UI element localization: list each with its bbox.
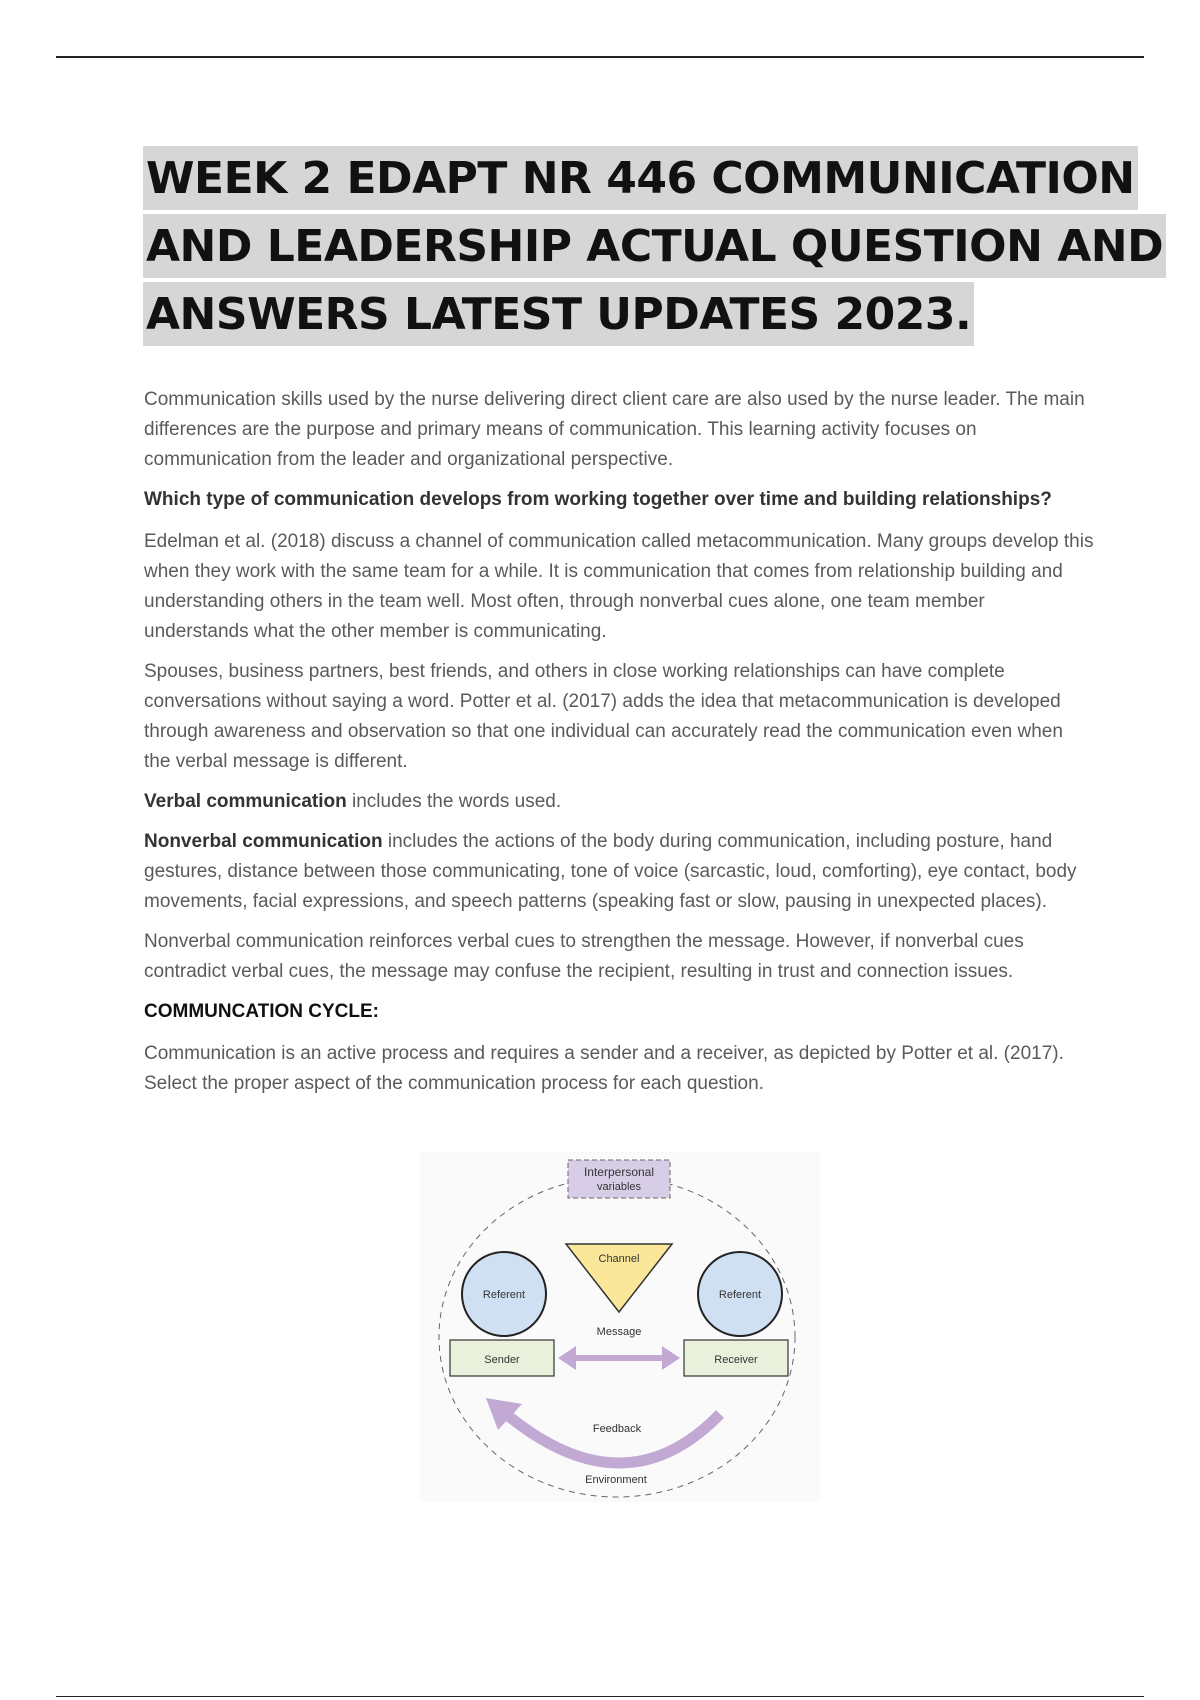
referent-right-label: Referent — [718, 1289, 762, 1301]
feedback-arrow-arc — [506, 1414, 720, 1463]
metacommunication-paragraph: Edelman et al. (2018) discuss a channel of communication called metacommunication. Many groups develop this when they work with the same team for a while. It is communication that comes from relationship building and understanding others in the team well. Most often, through nonverbal cues alone, one team member understands what the other member is communicating. — [144, 531, 1094, 642]
title-line-2: AND LEADERSHIP ACTUAL QUESTION AND — [143, 214, 1166, 278]
diagram-svg — [420, 1152, 820, 1502]
channel-label: Channel — [598, 1253, 640, 1265]
interpersonal-variables-label-2: variables — [596, 1181, 642, 1193]
verbal-communication-paragraph — [144, 787, 1094, 817]
metacommunication-paragraph-2: Spouses, business partners, best friends, and others in close working relationships can have complete conversations without saying a word. Potter et al. (2017) adds the idea that metacommunication is developed through awareness and observation so that one individual can accurately read the communication even when the verbal message is different. — [144, 661, 1063, 772]
referent-left-label: Referent — [482, 1289, 526, 1301]
message-arrow-right-head — [662, 1346, 680, 1370]
intro-paragraph: Communication skills used by the nurse delivering direct client care are also used by the nurse leader. The main differences are the purpose and primary means of communication. This learning activity focuses on communication from the leader and organizational perspective. — [144, 389, 1085, 470]
cycle-heading: COMMUNCATION CYCLE: — [144, 1001, 380, 1022]
communication-cycle-diagram — [420, 1152, 820, 1502]
document-body — [144, 385, 1094, 1109]
verbal-definition: includes the words used. — [346, 791, 562, 812]
message-label: Message — [596, 1326, 642, 1338]
nonverbal-communication-paragraph — [144, 827, 1094, 917]
bottom-rule — [56, 1696, 1144, 1697]
top-rule — [56, 56, 1144, 58]
receiver-label: Receiver — [714, 1354, 758, 1366]
document-title — [143, 146, 1164, 350]
verbal-term: Verbal communication — [144, 791, 347, 812]
reinforce-paragraph: Nonverbal communication reinforces verbal cues to strengthen the message. However, if nonverbal cues contradict verbal cues, the message may confuse the recipient, resulting in trust and connection issues. — [144, 931, 1024, 982]
feedback-label: Feedback — [592, 1423, 642, 1435]
interpersonal-variables-label-1: Interpersonal — [583, 1165, 655, 1179]
cycle-intro-paragraph: Communication is an active process and requires a sender and a receiver, as depicted by Potter et al. (2017). Select the proper aspect of the communication process for each question. — [144, 1043, 1064, 1094]
title-line-1: WEEK 2 EDAPT NR 446 COMMUNICATION — [143, 146, 1138, 210]
sender-label: Sender — [484, 1354, 520, 1366]
question-text: Which type of communication develops from working together over time and building relationships? — [144, 489, 1052, 510]
nonverbal-definition: includes the actions of the body during communication, including posture, hand gestures, distance between those communicating, tone of voice (sarcastic, loud, comforting), eye contact, body movements, facial expressions, and speech patterns (speaking fast or slow, pausing in unexpected places). — [144, 831, 1077, 912]
title-line-3: ANSWERS LATEST UPDATES 2023. — [143, 282, 974, 346]
message-arrow-left-head — [558, 1346, 576, 1370]
nonverbal-term: Nonverbal communication — [144, 831, 383, 852]
environment-label: Environment — [585, 1474, 647, 1486]
